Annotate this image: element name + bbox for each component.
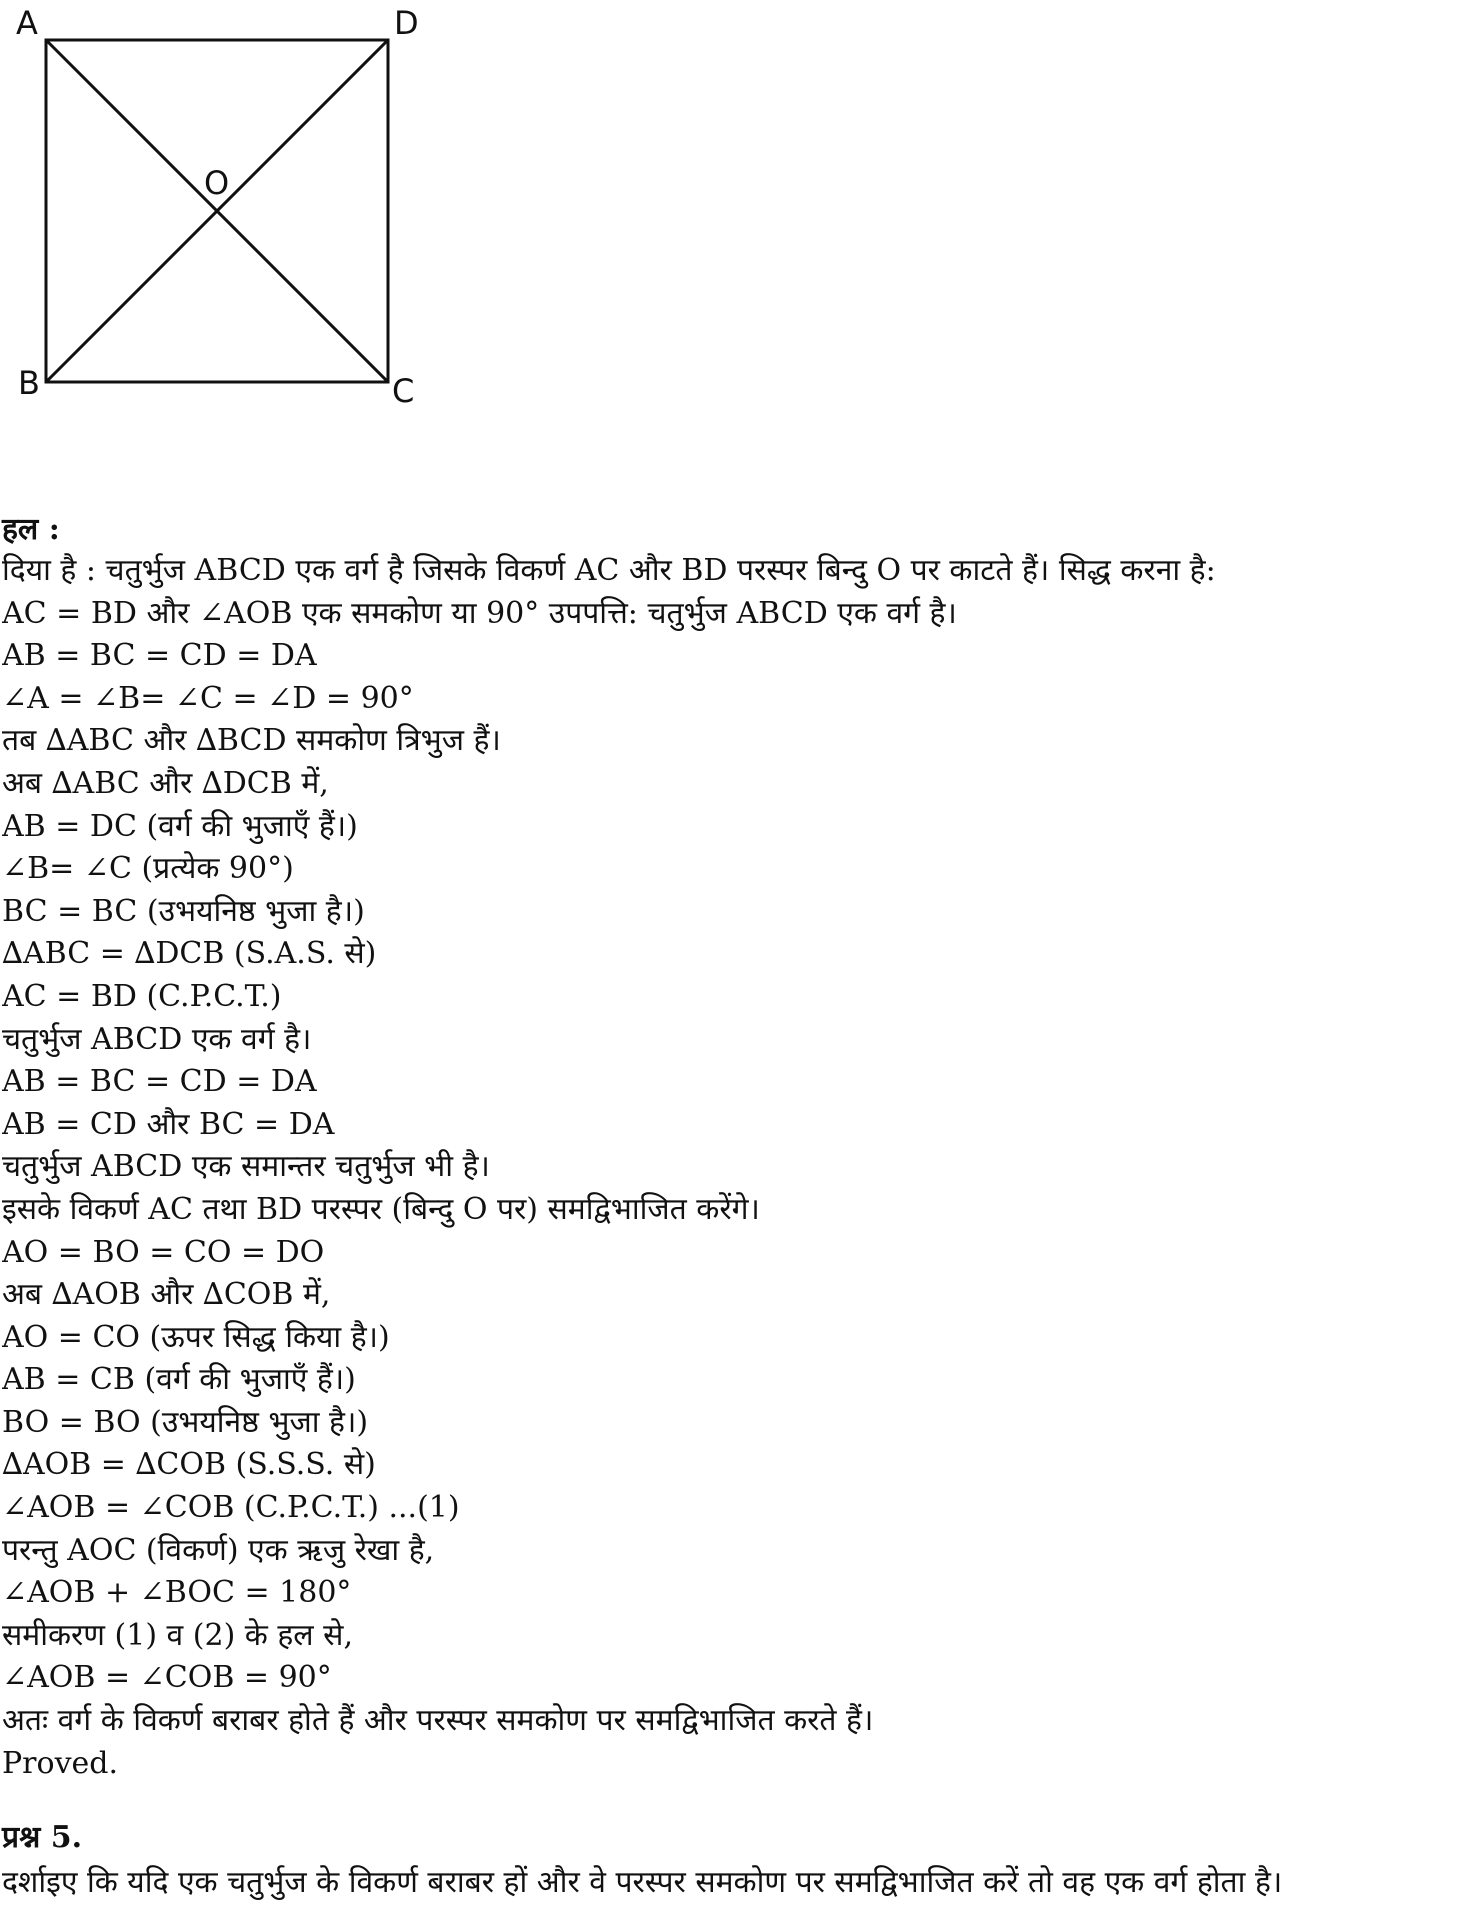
solution-line: अब ∆AOB और ∆COB में, [2,1277,331,1313]
solution-line: ∠AOB + ∠BOC = 180° [2,1575,352,1611]
solution-line: चतुर्भुज ABCD एक समान्तर चतुर्भुज भी है। [2,1149,490,1185]
solution-line: AB = CD और BC = DA [2,1106,335,1142]
vertex-label-d: D [394,4,419,42]
solution-line: AB = CB (वर्ग की भुजाएँ हैं।) [2,1362,356,1398]
solution-section [2,510,1472,1785]
intersection-label-o: O [204,164,230,202]
question-heading: प्रश्न 5. [2,1820,83,1855]
solution-line: चतुर्भुज ABCD एक वर्ग है। [2,1021,312,1057]
solution-line: Proved. [2,1745,119,1781]
solution-line: ∠AOB = ∠COB (C.P.C.T.) ...(1) [2,1490,460,1526]
solution-line: अतः वर्ग के विकर्ण बराबर होते हैं और परस्पर समकोण पर समद्विभाजित करते हैं। [2,1703,874,1739]
solution-line: ∠A = ∠B= ∠C = ∠D = 90° [2,680,414,716]
solution-line: AB = BC = CD = DA [2,638,317,674]
vertex-label-c: C [392,372,415,410]
solution-line: BC = BC (उभयनिष्ठ भुजा है।) [2,893,365,929]
solution-line: तब ∆ABC और ∆BCD समकोण त्रिभुज हैं। [2,723,501,759]
solution-line: ∠B= ∠C (प्रत्येक 90°) [2,851,294,887]
solution-line: दिया है : चतुर्भुज ABCD एक वर्ग है जिसके विकर्ण AC और BD परस्पर बिन्दु O पर काटते हैं। सिद्ध करना है: [2,553,1216,588]
solution-line: ∠AOB = ∠COB = 90° [2,1660,332,1696]
solution-line: ∆AOB = ∆COB (S.S.S. से) [2,1447,376,1483]
question-text: दर्शाइए कि यदि एक चतुर्भुज के विकर्ण बराबर हों और वे परस्पर समकोण पर समद्विभाजित करें तो वह एक वर्ग होता है। [2,1865,1283,1900]
solution-heading: हल : [2,512,60,547]
solution-line: AC = BD (C.P.C.T.) [2,978,282,1014]
square-diagram-svg [0,0,440,420]
solution-line: AB = BC = CD = DA [2,1064,317,1100]
solution-line: परन्तु AOC (विकर्ण) एक ऋजु रेखा है, [2,1532,435,1568]
solution-line: AO = BO = CO = DO [2,1234,325,1270]
solution-line: AO = CO (ऊपर सिद्ध किया है।) [2,1319,390,1355]
vertex-label-b: B [18,364,40,402]
square-diagram [0,0,440,420]
solution-line: AB = DC (वर्ग की भुजाएँ हैं।) [2,808,358,844]
solution-line: समीकरण (1) व (2) के हल से, [2,1617,354,1653]
solution-line: अब ∆ABC और ∆DCB में, [2,765,329,801]
solution-line: ∆ABC = ∆DCB (S.A.S. से) [2,936,377,972]
solution-line: इसके विकर्ण AC तथा BD परस्पर (बिन्दु O पर) समद्विभाजित करेंगे। [2,1191,760,1227]
solution-line: AC = BD और ∠AOB एक समकोण या 90° उपपत्ति: चतुर्भुज ABCD एक वर्ग है। [2,595,957,631]
vertex-label-a: A [16,4,38,42]
solution-line: BO = BO (उभयनिष्ठ भुजा है।) [2,1404,369,1440]
